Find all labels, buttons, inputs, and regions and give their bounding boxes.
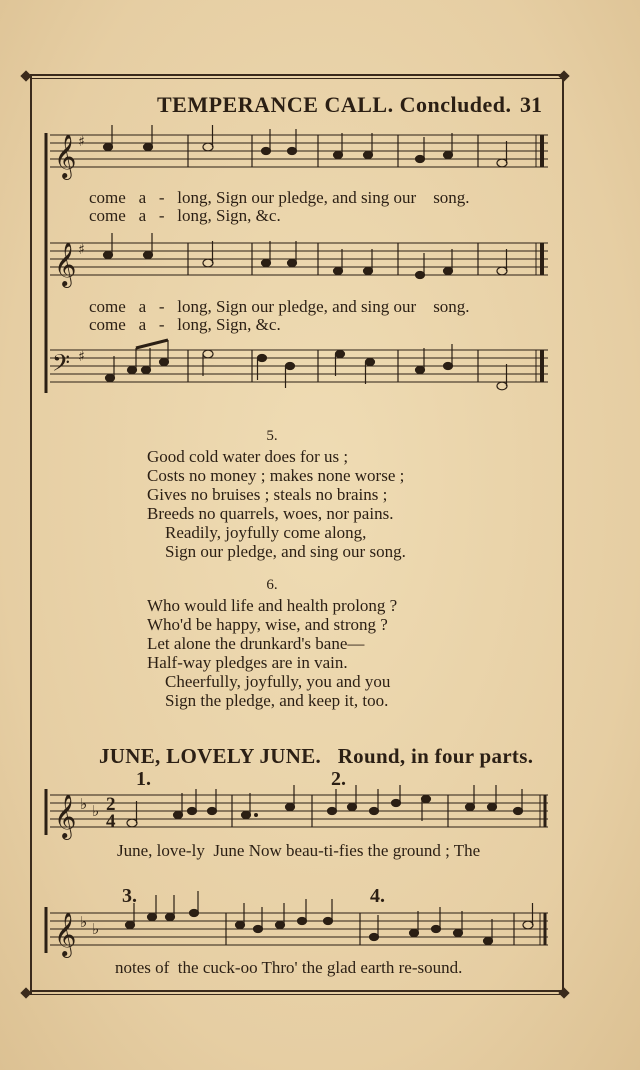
frame-right-border [562, 74, 564, 994]
frame-bottom-border [30, 990, 564, 992]
treble-clef-icon: 𝄞 [54, 912, 77, 956]
flat-icon: ♭ [80, 795, 88, 813]
treble-clef-icon: 𝄞 [54, 794, 77, 838]
treble-clef-icon: 𝄞 [54, 134, 77, 178]
verse-5 [147, 427, 406, 561]
round-staff-1 [50, 795, 548, 827]
bass-clef-icon: 𝄢 [52, 349, 71, 382]
verse-line: Breeds no quarrels, woes, nor pains. [147, 504, 394, 523]
flat-icon: ♭ [92, 920, 100, 938]
corner-ornament-tr [558, 70, 569, 81]
staff-soprano [50, 135, 548, 167]
verse-refrain-line: Readily, joyfully come along, [165, 523, 367, 542]
page-number: 31 [520, 92, 542, 117]
frame-bottom-border-inner [30, 994, 564, 995]
part-mark-3: 3. [122, 885, 137, 907]
treble-clef-icon: 𝄞 [54, 242, 77, 286]
frame-top-border [30, 74, 564, 76]
notes-staff-1 [104, 125, 508, 167]
lyrics-staff2-line2: come a - long, Sign, &c. [89, 315, 281, 334]
song-title-june: JUNE, LOVELY JUNE. Round, in four parts. [99, 744, 534, 768]
verse-line: Let alone the drunkard's bane— [147, 634, 365, 653]
sharp-icon: ♯ [78, 242, 85, 258]
verse-line: Who would life and health prolong ? [147, 596, 398, 615]
part-mark-4: 4. [370, 885, 385, 907]
verse-6 [147, 576, 397, 710]
flat-icon: ♭ [80, 913, 88, 931]
music-system-june-lovely-june [40, 785, 552, 965]
time-signature-top: 2 [106, 794, 116, 815]
verse-number: 5. [266, 428, 278, 444]
lyrics-staff1-line1: come a - long, Sign our pledge, and sing our song. [89, 188, 470, 207]
verse-refrain-line: Cheerfully, joyfully, you and you [165, 672, 391, 691]
page-header [0, 92, 640, 122]
notes-round-staff-1 [127, 785, 523, 827]
verse-refrain-line: Sign the pledge, and keep it, too. [165, 691, 389, 710]
page-title: TEMPERANCE CALL. Concluded. [157, 92, 512, 117]
music-system-temperance-call [40, 125, 552, 400]
verse-line: Gives no bruises ; steals no brains ; [147, 485, 388, 504]
frame-left-border [30, 74, 32, 994]
sharp-icon: ♯ [78, 349, 85, 365]
verse-refrain-line: Sign our pledge, and sing our song. [165, 542, 406, 561]
verse-line: Costs no money ; makes none worse ; [147, 466, 405, 485]
lyrics-round-staff2: notes of the cuck-oo Thro' the glad earth re-sound. [115, 958, 463, 977]
notes-staff-2 [104, 233, 508, 279]
verse-line: Half-way pledges are in vain. [147, 653, 348, 672]
lyrics-round-staff1: June, love-ly June Now beau-ti-fies the ground ; The [117, 841, 481, 860]
frame-top-border-inner [30, 78, 564, 79]
staff-bass [50, 350, 548, 382]
time-signature-bottom: 4 [106, 811, 116, 832]
sharp-icon: ♯ [78, 134, 85, 150]
verse-number: 6. [266, 577, 278, 593]
lyrics-staff2-line1: come a - long, Sign our pledge, and sing our song. [89, 297, 470, 316]
staff-alto [50, 243, 548, 275]
lyrics-staff1-line2: come a - long, Sign, &c. [89, 206, 281, 225]
verse-line: Good cold water does for us ; [147, 447, 349, 466]
part-mark-2: 2. [331, 768, 346, 790]
part-mark-1: 1. [136, 768, 151, 790]
verse-line: Who'd be happy, wise, and strong ? [147, 615, 388, 634]
notes-round-staff-2 [126, 891, 534, 945]
flat-icon: ♭ [92, 802, 100, 820]
